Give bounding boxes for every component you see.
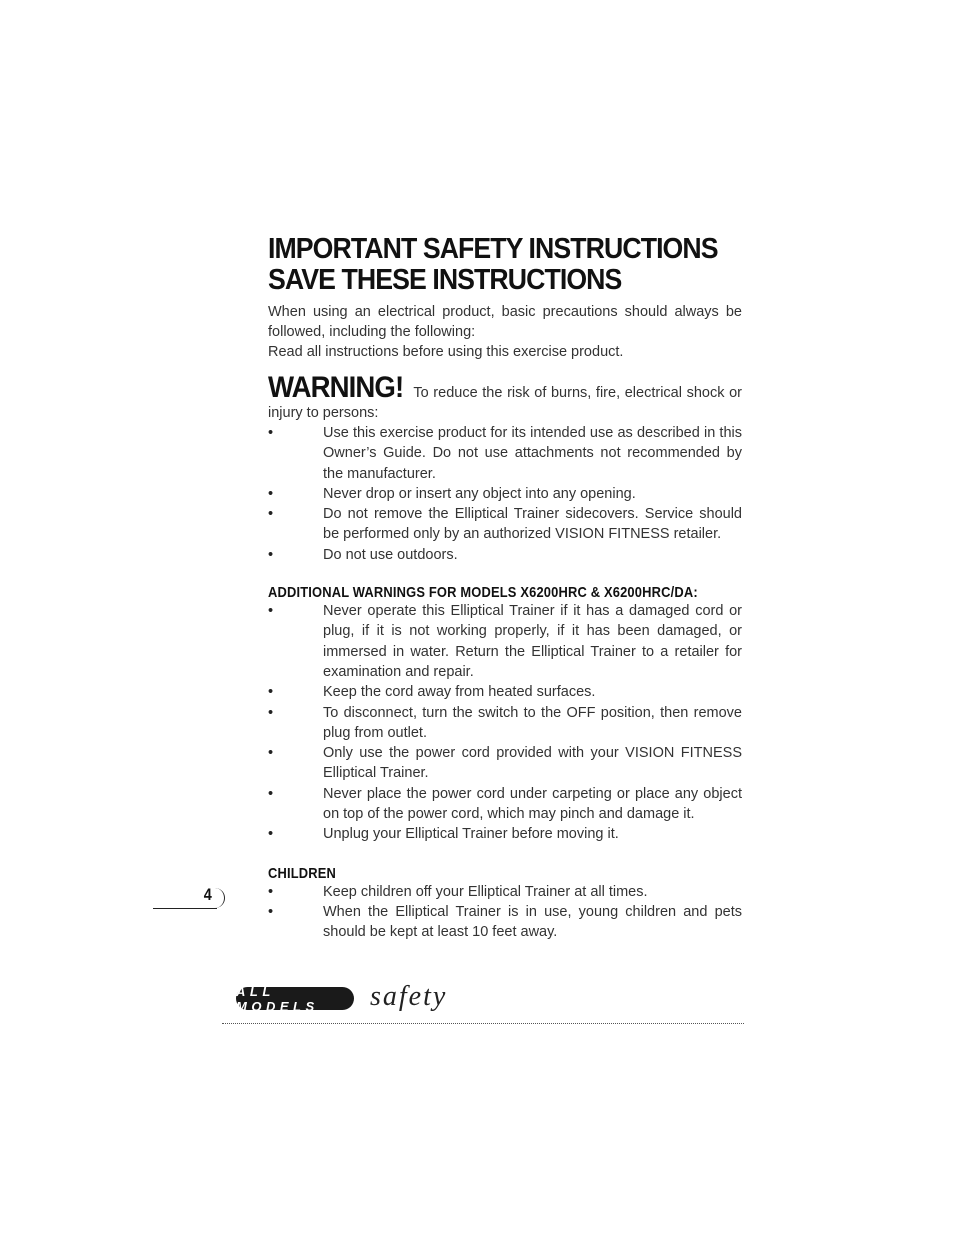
children-heading: CHILDREN: [268, 864, 337, 882]
list-item-text: Keep children off your Elliptical Trainer at all times.: [323, 883, 648, 900]
list-item: [268, 824, 742, 844]
list-item-text: Do not remove the Elliptical Trainer sidecovers. Service should be performed only by an authorized VISION FITNESS retailer.: [323, 506, 742, 543]
list-item: [268, 504, 742, 545]
page-number-rule: [153, 908, 217, 909]
page-title: [268, 233, 718, 296]
bullet-icon: •: [268, 485, 274, 502]
title-line-1: IMPORTANT SAFETY INSTRUCTIONS: [268, 233, 718, 265]
badge-label: ALL MODELS: [236, 983, 319, 1014]
list-item-text: Keep the cord away from heated surfaces.: [323, 684, 596, 701]
list-item-text: Do not use outdoors.: [323, 546, 458, 563]
list-item: [268, 703, 742, 744]
warning-text: To reduce the risk of burns, fire, electrical shock or injury to persons:: [268, 385, 742, 421]
list-item: [268, 601, 742, 682]
list-item: [268, 545, 742, 565]
additional-warnings-heading: ADDITIONAL WARNINGS FOR MODELS X6200HRC & X6200HRC/DA:: [268, 584, 698, 602]
bullet-icon: •: [268, 745, 274, 762]
intro-paragraph-1: When using an electrical product, basic precautions should always be followed, including the following:: [268, 304, 742, 340]
bullet-icon: •: [268, 903, 274, 920]
list-item: [268, 902, 742, 943]
page-content: [268, 234, 742, 943]
bullet-icon: •: [268, 684, 274, 701]
intro-paragraph-2: Read all instructions before using this exercise product.: [268, 344, 624, 360]
bullet-icon: •: [268, 704, 274, 721]
list-item-text: Never operate this Elliptical Trainer if it has a damaged cord or plug, if it is not working properly, if it has been damaged, or immersed in water. Return the Elliptical Trainer to a retailer for examination and repair.: [323, 603, 742, 680]
list-item-text: Unplug your Elliptical Trainer before moving it.: [323, 826, 619, 843]
list-item: [268, 682, 742, 702]
list-item: [268, 484, 742, 504]
list-item-text: Never place the power cord under carpeting or place any object on top of the power cord, which may pinch and damage it.: [323, 785, 742, 823]
page-number: 4: [203, 885, 212, 904]
list-item-text: Use this exercise product for its intended use as described in this Owner’s Guide. Do not use attachments not recommended by the manufacturer.: [323, 425, 742, 482]
list-item-text: To disconnect, turn the switch to the OFF position, then remove plug from outlet.: [323, 704, 742, 741]
bullet-icon: •: [268, 785, 274, 802]
list-item: [268, 743, 742, 784]
additional-warnings-list: [268, 601, 742, 845]
footer-divider: [222, 1023, 744, 1024]
list-item-text: Never drop or insert any object into any opening.: [323, 485, 636, 502]
warning-list: [268, 423, 742, 565]
children-list: [268, 882, 742, 943]
bullet-icon: •: [268, 883, 274, 900]
page-number-bracket: [212, 888, 225, 908]
bullet-icon: •: [268, 425, 274, 441]
list-item-text: When the Elliptical Trainer is in use, young children and pets should be kept at least 10 feet away.: [323, 903, 742, 941]
bullet-icon: •: [268, 546, 274, 563]
list-item: [268, 882, 742, 902]
bullet-icon: •: [268, 826, 274, 843]
all-models-badge: [236, 983, 354, 1014]
warning-block: [268, 371, 742, 423]
list-item-text: Only use the power cord provided with your VISION FITNESS Elliptical Trainer.: [323, 745, 742, 782]
list-item: [268, 423, 742, 484]
bullet-icon: •: [268, 506, 274, 523]
bullet-icon: •: [268, 603, 274, 620]
list-item: [268, 784, 742, 825]
title-line-2: SAVE THESE INSTRUCTIONS: [268, 264, 622, 296]
section-label: safety: [370, 981, 448, 1012]
warning-heading: WARNING!: [268, 371, 404, 404]
